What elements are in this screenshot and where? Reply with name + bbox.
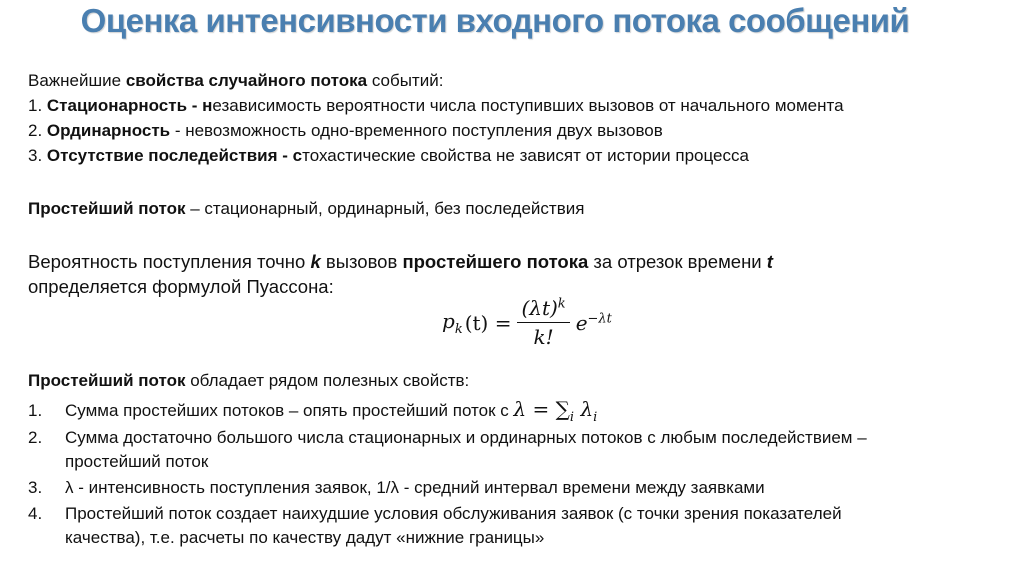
list-text: λ - интенсивность поступления заявок, 1/λ - средний интервал времени между заявками <box>65 478 765 497</box>
poisson-line-2: определяется формулой Пуассона: <box>28 276 334 297</box>
property-3 <box>28 145 749 167</box>
property-2-text: - невозможность одно-временного поступления двух вызовов <box>170 121 663 140</box>
simplest-flow-term: Простейший поток <box>28 199 186 218</box>
property-1-text: езависимость вероятности числа поступивших вызовов от начального момента <box>212 96 844 115</box>
list-text: Сумма простейших потоков – опять простейший поток с <box>65 401 514 420</box>
list-item-4-cont: качества), т.е. расчеты по качеству дадут «нижние границы» <box>65 528 545 547</box>
property-1-number: 1. <box>28 96 47 115</box>
formula-denominator: k! <box>533 325 554 349</box>
useful-properties-heading <box>28 370 469 392</box>
simplest-flow-text: – стационарный, ординарный, без последействия <box>185 199 585 218</box>
var-k: k <box>310 251 321 272</box>
intro-bold: свойства случайного потока <box>125 71 368 90</box>
formula-fraction <box>517 296 569 349</box>
intro-tail: событий: <box>367 71 444 90</box>
property-2-term: Ординарность <box>46 121 171 140</box>
intro-line <box>28 70 443 92</box>
poisson-bold: простейшего потока <box>402 251 589 272</box>
list-item-3 <box>28 477 765 499</box>
property-3-text: тохастические свойства не зависят от истории процесса <box>302 146 749 165</box>
list-item-4 <box>28 503 842 525</box>
list-number: 3. <box>28 478 43 497</box>
intro-text: Важнейшие <box>28 71 126 90</box>
formula-lhs-arg: (t) = <box>464 310 512 335</box>
formula-exponential: $e^{-\lambda t}$ <box>575 310 612 335</box>
poisson-line-1 <box>28 251 773 273</box>
simplest-flow-definition <box>28 198 584 220</box>
slide-title: Оценка интенсивности входного потока сообщений <box>80 2 910 39</box>
list-number: 2. <box>28 428 43 447</box>
list-item-2 <box>28 427 867 449</box>
formula-numerator: $(\lambda t)^k$ <box>517 296 569 323</box>
poisson-text-c: за отрезок времени <box>588 251 767 272</box>
property-1 <box>28 95 844 117</box>
poisson-text-a: Вероятность поступления точно <box>28 251 311 272</box>
property-2 <box>28 120 663 142</box>
poisson-formula <box>442 296 612 349</box>
property-3-term: Отсутствие последействия - с <box>46 146 303 165</box>
poisson-text-b: вызовов <box>320 251 403 272</box>
property-1-term: Стационарность - н <box>46 96 213 115</box>
list-text: Сумма достаточно большого числа стационарных и ординарных потоков с любым последействием – <box>65 428 867 447</box>
var-t: t <box>766 251 773 272</box>
sum-formula: $\lambda = \sum_i$ $\lambda_i$ <box>513 397 598 425</box>
useful-text: обладает рядом полезных свойств: <box>185 371 470 390</box>
list-text: Простейший поток создает наихудшие условия обслуживания заявок (с точки зрения показателей <box>65 504 842 523</box>
list-item-2-cont: простейший поток <box>65 452 209 471</box>
list-number: 4. <box>28 504 43 523</box>
formula-lhs: $p_k$ <box>442 308 463 337</box>
list-item-1 <box>28 398 597 429</box>
list-number: 1. <box>28 401 43 420</box>
property-2-number: 2. <box>28 121 47 140</box>
property-3-number: 3. <box>28 146 47 165</box>
useful-term: Простейший поток <box>28 371 186 390</box>
